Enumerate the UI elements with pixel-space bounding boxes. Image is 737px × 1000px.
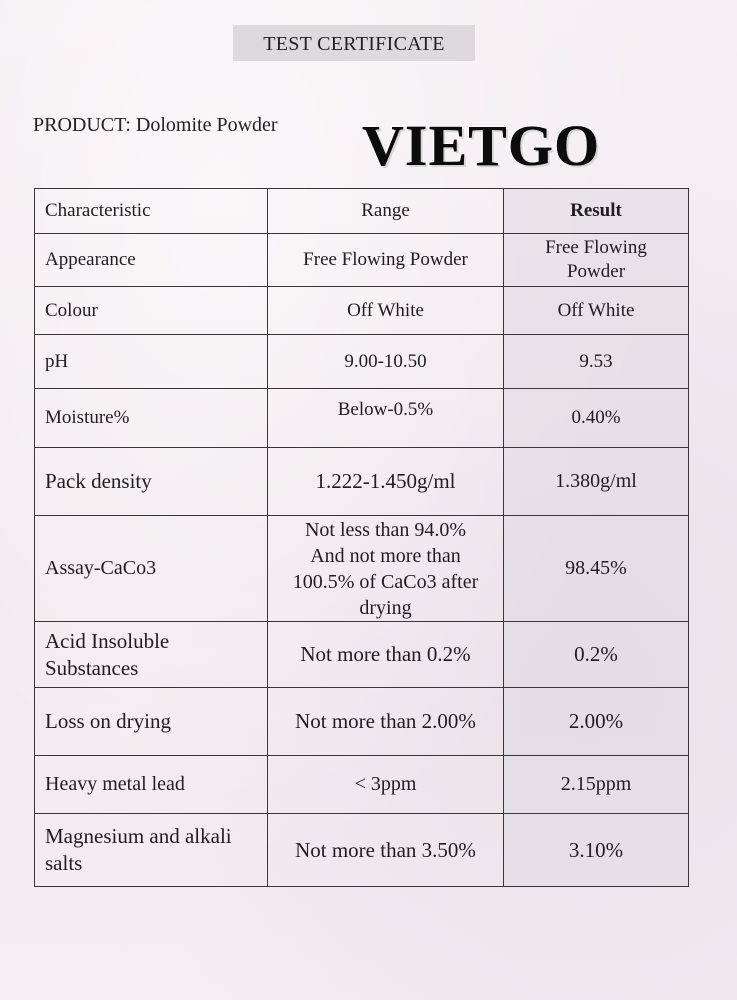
result-cell: 0.2% <box>504 622 689 688</box>
header-range: Range <box>268 189 504 234</box>
certificate-title: TEST CERTIFICATE <box>233 25 475 61</box>
characteristic-cell: Pack density <box>35 448 268 516</box>
product-label: PRODUCT: Dolomite Powder <box>33 114 278 136</box>
result-cell: 0.40% <box>504 389 689 448</box>
characteristic-cell: Colour <box>35 287 268 335</box>
range-cell: < 3ppm <box>268 756 504 814</box>
table-row <box>35 287 689 335</box>
table-row <box>35 688 689 756</box>
result-value: Free Flowing Powder <box>545 237 647 282</box>
header-result: Result <box>504 189 689 234</box>
result-cell <box>504 234 689 287</box>
result-cell: Off White <box>504 287 689 335</box>
table-row <box>35 335 689 389</box>
characteristic-cell: Heavy metal lead <box>35 756 268 814</box>
result-cell: 98.45% <box>504 516 689 622</box>
table-row <box>35 814 689 887</box>
table-row <box>35 622 689 688</box>
test-results-table <box>34 188 689 887</box>
characteristic-cell: pH <box>35 335 268 389</box>
table-row <box>35 448 689 516</box>
characteristic-cell: Acid Insoluble Substances <box>35 622 268 688</box>
characteristic-cell: Appearance <box>35 234 268 287</box>
vietgo-watermark: VIETGO <box>362 113 601 178</box>
table-header-row <box>35 189 689 234</box>
range-cell: Not more than 3.50% <box>268 814 504 887</box>
range-cell: 9.00-10.50 <box>268 335 504 389</box>
characteristic-cell: Loss on drying <box>35 688 268 756</box>
table-row <box>35 389 689 448</box>
result-cell: 2.00% <box>504 688 689 756</box>
result-cell: 2.15ppm <box>504 756 689 814</box>
result-cell: 3.10% <box>504 814 689 887</box>
result-cell: 1.380g/ml <box>504 448 689 516</box>
range-cell: Free Flowing Powder <box>268 234 504 287</box>
result-cell: 9.53 <box>504 335 689 389</box>
range-cell: Not less than 94.0% And not more than 100.5% of CaCo3 after drying <box>268 516 504 622</box>
table-row <box>35 516 689 622</box>
range-cell: Not more than 2.00% <box>268 688 504 756</box>
table-row <box>35 234 689 287</box>
characteristic-cell: Magnesium and alkali salts <box>35 814 268 887</box>
range-cell: Not more than 0.2% <box>268 622 504 688</box>
characteristic-cell: Assay-CaCo3 <box>35 516 268 622</box>
range-cell: Off White <box>268 287 504 335</box>
range-cell: 1.222-1.450g/ml <box>268 448 504 516</box>
table-row <box>35 756 689 814</box>
characteristic-cell: Moisture% <box>35 389 268 448</box>
header-characteristic: Characteristic <box>35 189 268 234</box>
range-cell: Below-0.5% <box>268 389 504 448</box>
